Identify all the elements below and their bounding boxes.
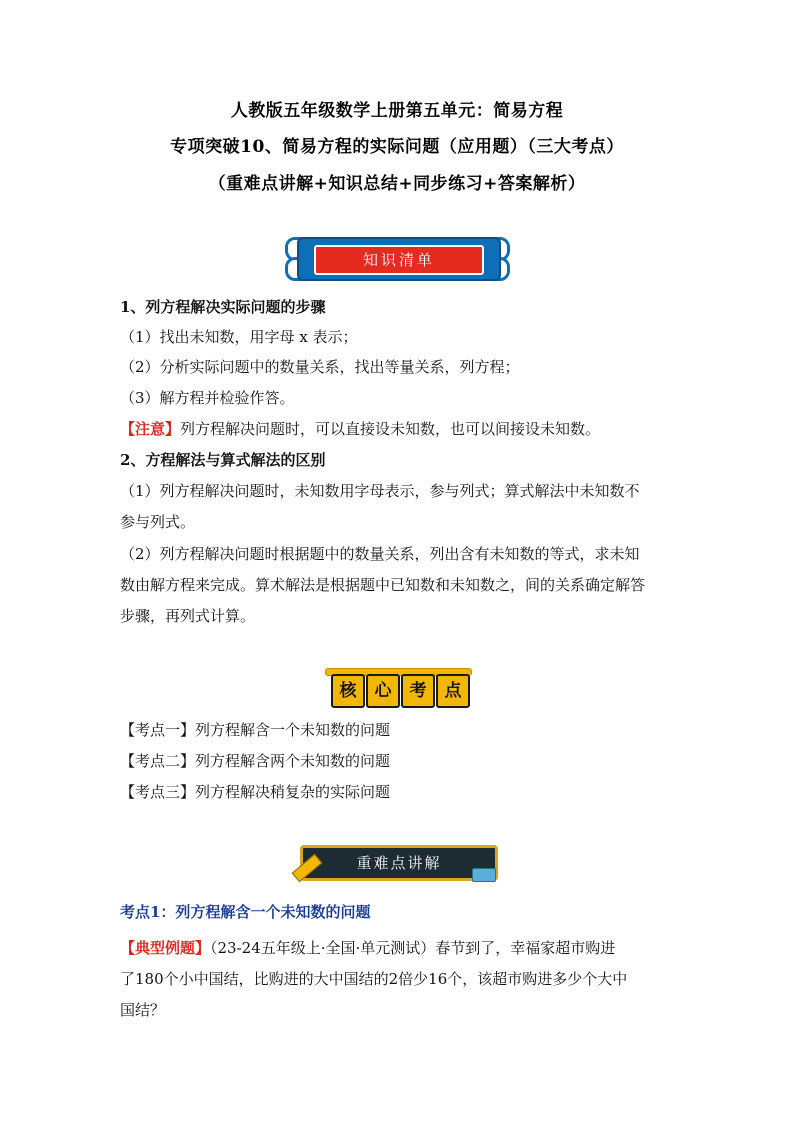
banner-core-points <box>325 666 470 708</box>
point-text: 列方程解含两个未知数的问题 <box>195 752 391 770</box>
point-text: 列方程解含一个未知数的问题 <box>195 721 391 739</box>
knowledge-text: 参与列式。 <box>120 513 196 531</box>
example-line <box>120 937 615 958</box>
example-text: （23-24五年级上·全国·单元测试）春节到了，幸福家超市购进 <box>210 939 616 957</box>
section-title: 考点1：列方程解含一个未知数的问题 <box>120 903 371 921</box>
banner-label: 知识清单 <box>314 245 484 275</box>
doc-subtitle-note: （重难点讲解+知识总结+同步练习+答案解析） <box>208 174 586 194</box>
note-text: 列方程解决问题时，可以直接设未知数，也可以间接设未知数。 <box>180 420 601 438</box>
banner-knowledge-list <box>285 235 510 281</box>
knowledge-text: （1）列方程解决问题时，未知数用字母表示，参与列式；算式解法中未知数不 <box>120 482 640 500</box>
note-tag: 【注意】 <box>120 420 181 438</box>
example-tag: 【典型例题】 <box>120 939 211 957</box>
knowledge-step: （2）分析实际问题中的数量关系，找出等量关系，列方程； <box>120 358 520 376</box>
point-item <box>120 719 390 740</box>
doc-subtitle: 专项突破10、简易方程的实际问题（应用题）（三大考点） <box>170 137 624 157</box>
example-text: 了180个小中国结，比购进的大中国结的2倍少16个，该超市购进多少个大中 <box>120 970 628 988</box>
doc-title: 人教版五年级数学上册第五单元：简易方程 <box>230 101 564 121</box>
point-tag: 【考点三】 <box>120 783 196 801</box>
knowledge-heading-2: 2、方程解法与算式解法的区别 <box>120 451 326 469</box>
point-tag: 【考点一】 <box>120 721 196 739</box>
point-item <box>120 750 390 771</box>
banner-flag: 核 <box>331 674 365 708</box>
knowledge-text: （2）列方程解决问题时根据题中的数量关系，列出含有未知数的等式，求未知 <box>120 545 640 563</box>
banner-flag: 点 <box>436 674 470 708</box>
knowledge-step: （3）解方程并检验作答。 <box>120 389 295 407</box>
banner-label: 重难点讲解 <box>300 845 498 881</box>
books-icon <box>472 868 496 882</box>
point-item <box>120 781 390 802</box>
example-text: 国结？ <box>120 1001 166 1019</box>
banner-key-explanation <box>290 842 500 890</box>
point-text: 列方程解决稍复杂的实际问题 <box>195 783 391 801</box>
knowledge-text: 数由解方程来完成。算术解法是根据题中已知数和未知数之，间的关系确定解答 <box>120 576 646 594</box>
point-tag: 【考点二】 <box>120 752 196 770</box>
knowledge-note <box>120 418 600 439</box>
knowledge-heading-1: 1、列方程解决实际问题的步骤 <box>120 298 326 316</box>
knowledge-step: （1）找出未知数，用字母 x 表示； <box>120 328 358 346</box>
banner-flag: 心 <box>366 674 400 708</box>
knowledge-text: 步骤，再列式计算。 <box>120 607 256 625</box>
banner-flag: 考 <box>401 674 435 708</box>
